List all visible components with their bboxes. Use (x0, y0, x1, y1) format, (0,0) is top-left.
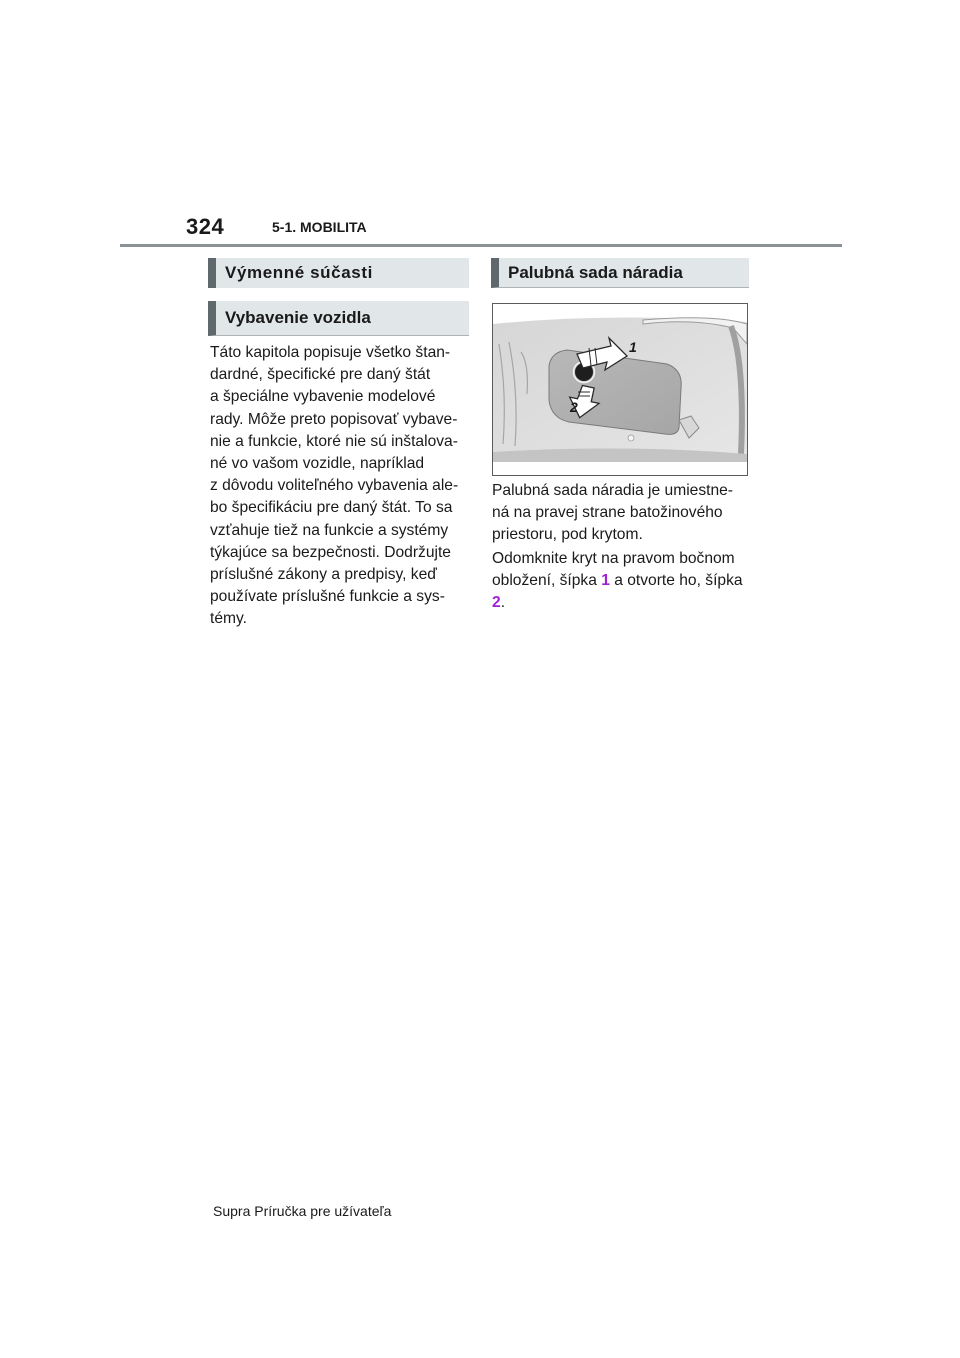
text-fragment: obložení, šípka (492, 572, 602, 590)
subsection-heading-vehicle-equipment (208, 301, 469, 336)
page-number: 324 (186, 214, 225, 239)
text-fragment: a otvorte ho, šípka (609, 572, 743, 590)
toolkit-instruction-paragraph (492, 548, 754, 615)
paragraph-line: a špeciálne vybavenie modelové (210, 388, 436, 406)
trunk-illustration-svg (493, 304, 747, 475)
arrow-1-label: 1 (629, 339, 637, 355)
paragraph-line: nie a funkcie, ktoré nie sú inštalova- (210, 432, 458, 450)
paragraph-line: používate príslušné funkcie a sys- (210, 588, 445, 606)
paragraph-line: témy. (210, 610, 247, 628)
text-fragment: . (500, 594, 506, 612)
paragraph-line (492, 570, 754, 592)
paragraph-line: Odomknite kryt na pravom bočnom (492, 550, 735, 567)
paragraph-line: Táto kapitola popisuje všetko štan- (210, 344, 451, 361)
paragraph-line: né vo vašom vozidle, napríklad (210, 455, 425, 473)
paragraph-line: rady. Môže preto popisovať vybave- (210, 410, 458, 428)
header-divider (120, 244, 842, 247)
paragraph-line: Palubná sada náradia je umiestne- (492, 482, 733, 499)
intro-paragraph (210, 342, 472, 631)
section-heading-text: Palubná sada náradia (508, 262, 683, 282)
paragraph-line: vzťahuje tiež na funkcie a systémy (210, 521, 449, 539)
arrow-marker-1: 1 (601, 572, 610, 590)
paragraph-line: z dôvodu voliteľného vybavenia ale- (210, 477, 459, 495)
paragraph-line: dardné, špecifické pre daný štát (210, 366, 431, 384)
paragraph-line: bo špecifikáciu pre daný štát. To sa (210, 499, 453, 517)
section-heading-replaceable-parts (208, 258, 469, 288)
chapter-title: 5-1. MOBILITA (272, 219, 367, 235)
arrow-marker-2: 2 (492, 594, 501, 612)
trunk-toolkit-illustration (492, 303, 748, 476)
footer-manual-title: Supra Príručka pre užívateľa (213, 1203, 392, 1219)
floor-hook (628, 435, 634, 441)
paragraph-line: ná na pravej strane batožinového (492, 504, 723, 522)
section-heading-text: Výmenné súčasti (225, 263, 373, 282)
paragraph-line: týkajúce sa bezpečnosti. Dodržujte (210, 543, 451, 561)
toolkit-location-paragraph (492, 480, 754, 547)
subsection-heading-text: Vybavenie vozidla (225, 308, 371, 327)
paragraph-line: príslušné zákony a predpisy, keď (210, 566, 437, 584)
paragraph-line (492, 592, 754, 614)
section-heading-onboard-toolkit (491, 258, 749, 288)
paragraph-line: priestoru, pod krytom. (492, 526, 643, 544)
arrow-2-label: 2 (570, 399, 578, 415)
